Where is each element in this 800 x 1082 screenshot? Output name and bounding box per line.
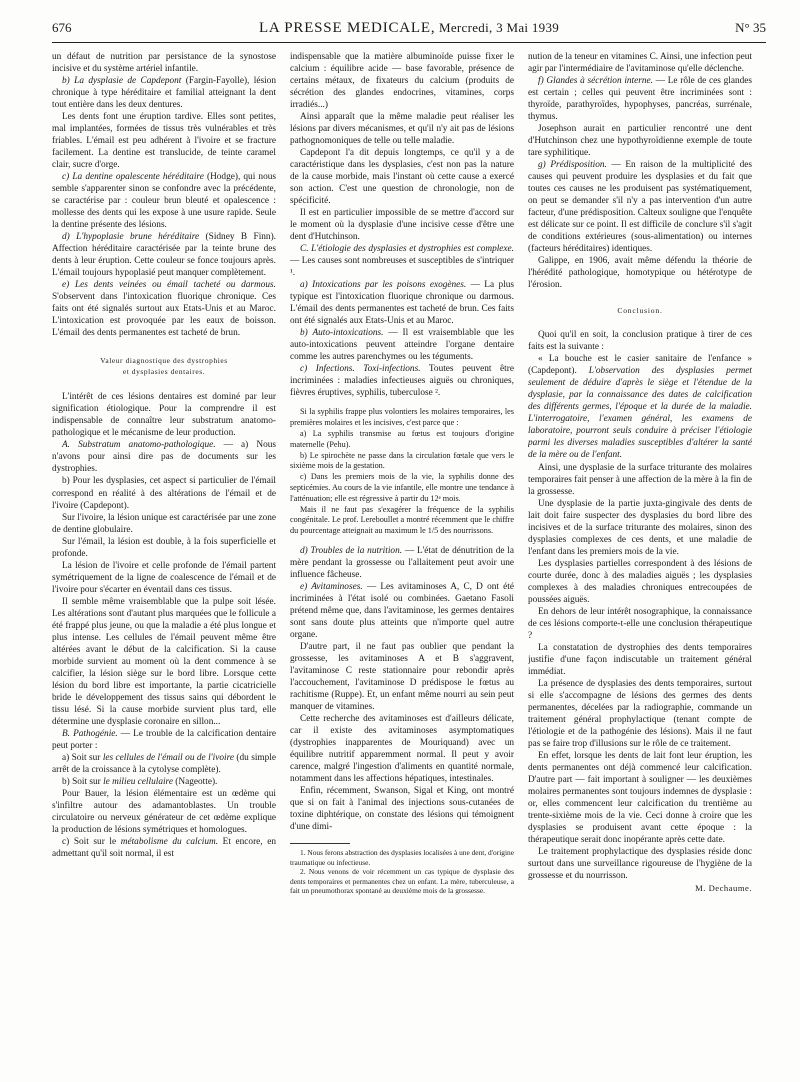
issue-number: N° 35: [735, 20, 766, 35]
paragraph: Capdepont l'a dit depuis longtemps, ce qu'il y a de caractéristique dans les dysplasies, c'est non pas la nature de la cause morbide, mais l'instant où cette cause a exercé son action. C'est une question de chronologie, non de spécificité.: [290, 148, 514, 207]
column-3: [528, 51, 752, 1081]
footnote: 2. Nous venons de voir récemment un cas typique de dysplasie des dents temporaires et permanentes chez un enfant. La mère, tuberculeuse, a fait un pneumothorax spontané au deuxième mois de la grossesse.: [290, 867, 514, 896]
paragraph: d) L'hypoplasie brune héréditaire (Sidney B Finn). Affection héréditaire caractérisée par la teinte brune des dents à leur éruption. Cette couleur se fonce toujours après. L'émail toujours hypoplasié peut manquer complètement.: [52, 232, 276, 279]
paragraph: Enfin, récemment, Swanson, Sigal et King, ont montré que si on fait à l'animal des injections sous-cutanées de toxine diphtérique, on constate des lésions qui témoignent d'une dimi-: [290, 786, 514, 833]
paragraph: Ainsi apparaît que la même maladie peut réaliser les lésions par divers mécanismes, et qu'il n'y ait pas de lésions pathognomoniques de telle ou telle maladie.: [290, 112, 514, 147]
issue-date: Mercredi, 3 Mai 1939: [438, 20, 560, 35]
paragraph: b) Pour les dysplasies, cet aspect si particulier de l'émail correspond en réalité à des altérations de l'émail et de l'ivoire (Capdepont).: [52, 476, 276, 511]
paragraph: un défaut de nutrition par persistance de la synostose incisive et du système artériel infantile.: [52, 52, 276, 75]
paragraph: c) Infections. Toxi-infections. Toutes peuvent être incriminées : maladies infectieuses aiguës ou chroniques, fièvres éruptives, syphilis, tuberculose ².: [290, 364, 514, 399]
paragraph: D'autre part, il ne faut pas oublier que pendant la grossesse, les avitaminoses A et B s'aggravent, l'avitaminose C reste stationnaire pour rebondir après l'accouchement, l'avitaminose D prédispose le fœtus au rachitisme (Ruppe). Et, un enfant même nourri au sein peut manquer de vitamines.: [290, 642, 514, 713]
paragraph: Il est en particulier impossible de se mettre d'accord sur le moment où la dysplasie d'une incisive cesse d'être une dent d'Hutchinson.: [290, 208, 514, 243]
paragraph: e) Avitaminoses. — Les avitaminoses A, C, D ont été incriminées à l'état isolé ou combinées. Gaetano Fasoli prétend même que, dans l'avitaminose, les germes dentaires sont sans doute plus atteints que n'importe quel autre organe.: [290, 582, 514, 641]
paragraph: e) Les dents veinées ou émail tacheté ou darmous. S'observent dans l'intoxication fluorique chronique. Ces faits ont été signalés surtout aux Etats-Unis et au Maroc. L'intoxication est provoquée par les eaux de boisson. L'émail des dents permanentes est tacheté de brun.: [52, 280, 276, 339]
paragraph: b) La dysplasie de Capdepont (Fargin-Fayolle), lésion chronique à type héréditaire et familial atteignant la dent tout entière dans les deux dentures.: [52, 76, 276, 111]
paragraph: L'intérêt de ces lésions dentaires est dominé par leur signification étiologique. Pour la comprendre il est indispensable de connaître leur substratum anatomo-pathologique et le mécanisme de leur production.: [52, 392, 276, 439]
paragraph: Il semble même vraisemblable que la pulpe soit lésée. Les altérations sont d'autant plus marquées que le follicule a été frappé plus jeune, ou que la maladie a été plus longue et plus intense. Les cellules de l'émail peuvent même être altérées avant le début de la calcification. Si la cause morbide survient au moment où la dent commence à se calcifier, la lésion siège sur le bord libre. Lorsque cette lésion du bord libre est importante, la partie cicatricielle bride le développement des tissus sains qui débordent le tissu lésé. Si la cause morbide survient plus tard, elle détermine une dysplasie coronaire en sillon...: [52, 596, 276, 727]
paragraph: En effet, lorsque les dents de lait font leur éruption, les dents permanentes ont déjà commencé leur calcification. D'autre part — fait important à souligner — les deuxièmes molaires permanentes sont toujours indemnes de dysplasie : or, elles commencent leur calcification du trentième au trente-sixième mois de la vie. Ceci donne à croire que les dysplasies se produisent avant cette époque : la thérapeutique serait donc inopérante après cette date.: [528, 750, 752, 845]
paragraph: Josephson aurait en particulier rencontré une dent d'Hutchinson chez une hypothyroïdienne exemple de toute tare syphilitique.: [528, 124, 752, 159]
paragraph: Ainsi, une dysplasie de la surface triturante des molaires temporaires fait penser à une affection de la mère à la fin de la grossesse.: [528, 462, 752, 497]
paragraph: Cette recherche des avitaminoses est d'ailleurs délicate, car il existe des avitaminoses asymptomatiques (dystrophies inapparentes de Mouriquand) avec un équilibre nutritif apparemment normal. Il peut y avoir carence, malgré l'ingestion d'aliments en quantité normale, notamment dans les affections hépatiques, intestinales.: [290, 714, 514, 785]
conclusion-heading: Conclusion.: [617, 306, 663, 316]
page-header: [52, 20, 766, 43]
paragraph: b) Auto-intoxications. — Il est vraisemblable que les auto-intoxications peuvent atteindre l'organe dentaire comme les autres parenchymes ou les téguments.: [290, 328, 514, 363]
paragraph: Pour Bauer, la lésion élémentaire est un œdème qui s'infiltre autour des adamantoblastes. Un trouble circulatoire ou nerveux générateur de cet œdème explique la production de lésions symétriques et homologues.: [52, 788, 276, 835]
paragraph: c) La dentine opalescente héréditaire (Hodge), qui nous semble s'apparenter sinon se confondre avec la précédente, se caractérise par : couleur brun bleuté et opalescence : mollesse des dents qui les expose à une usure rapide. Seule la dentine présente des lésions.: [52, 172, 276, 231]
paragraph: C. L'étiologie des dysplasies et dystrophies est complexe. — Les causes sont nombreuses et susceptibles de s'intriquer ¹.: [290, 244, 514, 279]
paragraph: Les dysplasies partielles correspondent à des lésions de courte durée, donc à des maladies aiguës ; les dysplasies complexes à des maladies chroniques entrecoupées de poussées aiguës.: [528, 558, 752, 605]
paragraph: a) Soit sur les cellules de l'émail ou de l'ivoire (du simple arrêt de la croissance à la cytolyse complète).: [52, 752, 276, 775]
paragraph: Une dysplasie de la partie juxta-gingivale des dents de lait doit faire suspecter des dysplasies du bord libre des incisives et de la surface triturante des molaires, sinon des dysplasies complexes de ces dents, et une maladie de l'enfant dans les premiers mois de la vie.: [528, 498, 752, 557]
paragraph: Sur l'émail, la lésion est double, à la fois superficielle et profonde.: [52, 536, 276, 559]
paragraph: La lésion de l'ivoire et celle profonde de l'émail partent symétriquement de la ligne de coalescence de l'émail et de l'ivoire pour s'écarter en éventail dans ces tissus.: [52, 560, 276, 595]
paragraph: Quoi qu'il en soit, la conclusion pratique à tirer de ces faits est la suivante :: [528, 330, 752, 353]
footnote-divider: [290, 843, 350, 844]
paragraph: La constatation de dystrophies des dents temporaires justifie d'une façon indiscutable un traitement général immédiat.: [528, 642, 752, 677]
paragraph: b) Le spirochète ne passe dans la circulation fœtale que vers le sixième mois de la gestation.: [290, 450, 514, 471]
paragraph: d) Troubles de la nutrition. — L'état de dénutrition de la mère pendant la grossesse ou l'allaitement peut avoir une influence fâcheuse.: [290, 546, 514, 581]
paragraph: f) Glandes à sécrétion interne. — Le rôle de ces glandes est certain ; celles qui peuvent être incriminées sont : thyroïde, parathyroïdes, hypophyses, pancréas, surrénale, thymus.: [528, 76, 752, 123]
column-2: [290, 51, 514, 1081]
author-signature: M. Dechaume.: [695, 883, 752, 894]
paragraph: Les dents font une éruption tardive. Elles sont petites, mal implantées, formées de tissus très vulnérables et très friables. L'émail est peu adhérent à l'ivoire et se fracture facilement. La dentine est translucide, de teinte caramel clair, sucre d'orge.: [52, 112, 276, 171]
paragraph: Galippe, en 1906, avait même défendu la théorie de l'hérédité pathologique, homotypique ou hétérotype de l'érosion.: [528, 256, 752, 291]
journal-title: LA PRESSE MEDICALE,: [258, 20, 436, 36]
paragraph: A. Substratum anatomo-pathologique. — a) Nous n'avons pour ainsi dire pas de documents sur les dystrophies.: [52, 440, 276, 475]
column-1: [52, 51, 276, 1081]
paragraph: a) Intoxications par les poisons exogènes. — La plus typique est l'intoxication fluorique chronique ou darmous. L'émail des dents permanentes est tacheté de brun. Ces faits ont été signalés aux Etats-Unis et au Maroc.: [290, 280, 514, 327]
paragraph: b) Soit sur le milieu cellulaire (Nageotte).: [62, 776, 218, 787]
paragraph: En dehors de leur intérêt nosographique, la connaissance de ces lésions comporte-t-elle une conclusion thérapeutique ?: [528, 606, 752, 641]
page-number: 676: [52, 20, 72, 35]
paragraph: Le traitement prophylactique des dysplasies réside donc surtout dans une surveillance rigoureuse de l'hygiène de la grossesse et du nourrisson.: [528, 847, 752, 882]
paragraph: indispensable que la matière albuminoïde puisse fixer le calcium : équilibre acide — base favorable, présence de certains métaux, de fixateurs du calcium (produits de sécrétion des glandes endocrines, vitamines, corps irradiés...): [290, 52, 514, 111]
paragraph: a) La syphilis transmise au fœtus est toujours d'origine maternelle (Pehu).: [290, 429, 514, 449]
paragraph: c) Dans les premiers mois de la vie, la syphilis donne des septicémies. Au cours de la vie infantile, elle montre une tendance à l'atténuation; elle est régressive à partir du 12ᵉ mois.: [290, 472, 514, 503]
footnotes: [290, 848, 514, 895]
section-heading: Valeur diagnostique des dystrophies et dysplasies dentaires.: [100, 356, 228, 377]
masthead: [112, 20, 706, 37]
paragraph: La présence de dysplasies des dents temporaires, surtout si elle s'accompagne de lésions des germes des dents permanentes, décelées par la radiographie, commande un traitement général prophylactique (tenant compte de l'étiologie et de la pathogénie des lésions). Mais il ne faut pas se faire trop d'illusions sur le rôle de ce traitement.: [528, 678, 752, 749]
footnote: 1. Nous ferons abstraction des dysplasies localisées à une dent, d'origine traumatique ou infectieuse.: [290, 848, 514, 867]
paragraph: Si la syphilis frappe plus volontiers les molaires temporaires, les premières molaires et les incisives, c'est parce que :: [290, 407, 514, 428]
paragraph: « La bouche est le casier sanitaire de l'enfance » (Capdepont). L'observation des dysplasies permet seulement de déduire d'après le siège et l'étendue de la dysplasie, par la connaissance des dates de calcification des différents germes, l'époque et la durée de la maladie. L'interrogatoire, l'examen général, les examens de laboratoire, pourront seuls conduire à préciser l'étiologie parmi les diverses maladies susceptibles d'altérer la santé de la mère ou de l'enfant.: [528, 354, 752, 461]
paragraph: Sur l'ivoire, la lésion unique est caractérisée par une zone de dentine globulaire.: [52, 512, 276, 535]
paragraph: g) Prédisposition. — En raison de la multiplicité des causes qui peuvent produire les dysplasies et du fait que toutes ces causes ne les produisent pas systématiquement, on peut se demander s'il n'y a pas intervention d'un autre facteur, d'une prédisposition. Calteux souligne que l'enquête est délicate sur ce point. Il est difficile de conclure s'il s'agit de conditions extérieures (sous-alimentation) ou internes (facteurs héréditaires) identiques.: [528, 160, 752, 255]
paragraph: nution de la teneur en vitamines C. Ainsi, une infection peut agir par l'intermédiaire de l'avitaminose qu'elle déclenche.: [528, 52, 752, 75]
paragraph: B. Pathogénie. — Le trouble de la calcification dentaire peut porter :: [52, 728, 276, 751]
paragraph: c) Soit sur le métabolisme du calcium. Et encore, en admettant qu'il soit normal, il est: [52, 836, 276, 859]
paragraph: Mais il ne faut pas s'exagérer la fréquence de la syphilis congénitale. Le prof. Lereboullet a montré récemment que le chiffre du pourcentage atteignait au maximum le 1/5 des nourrissons.: [290, 504, 514, 536]
